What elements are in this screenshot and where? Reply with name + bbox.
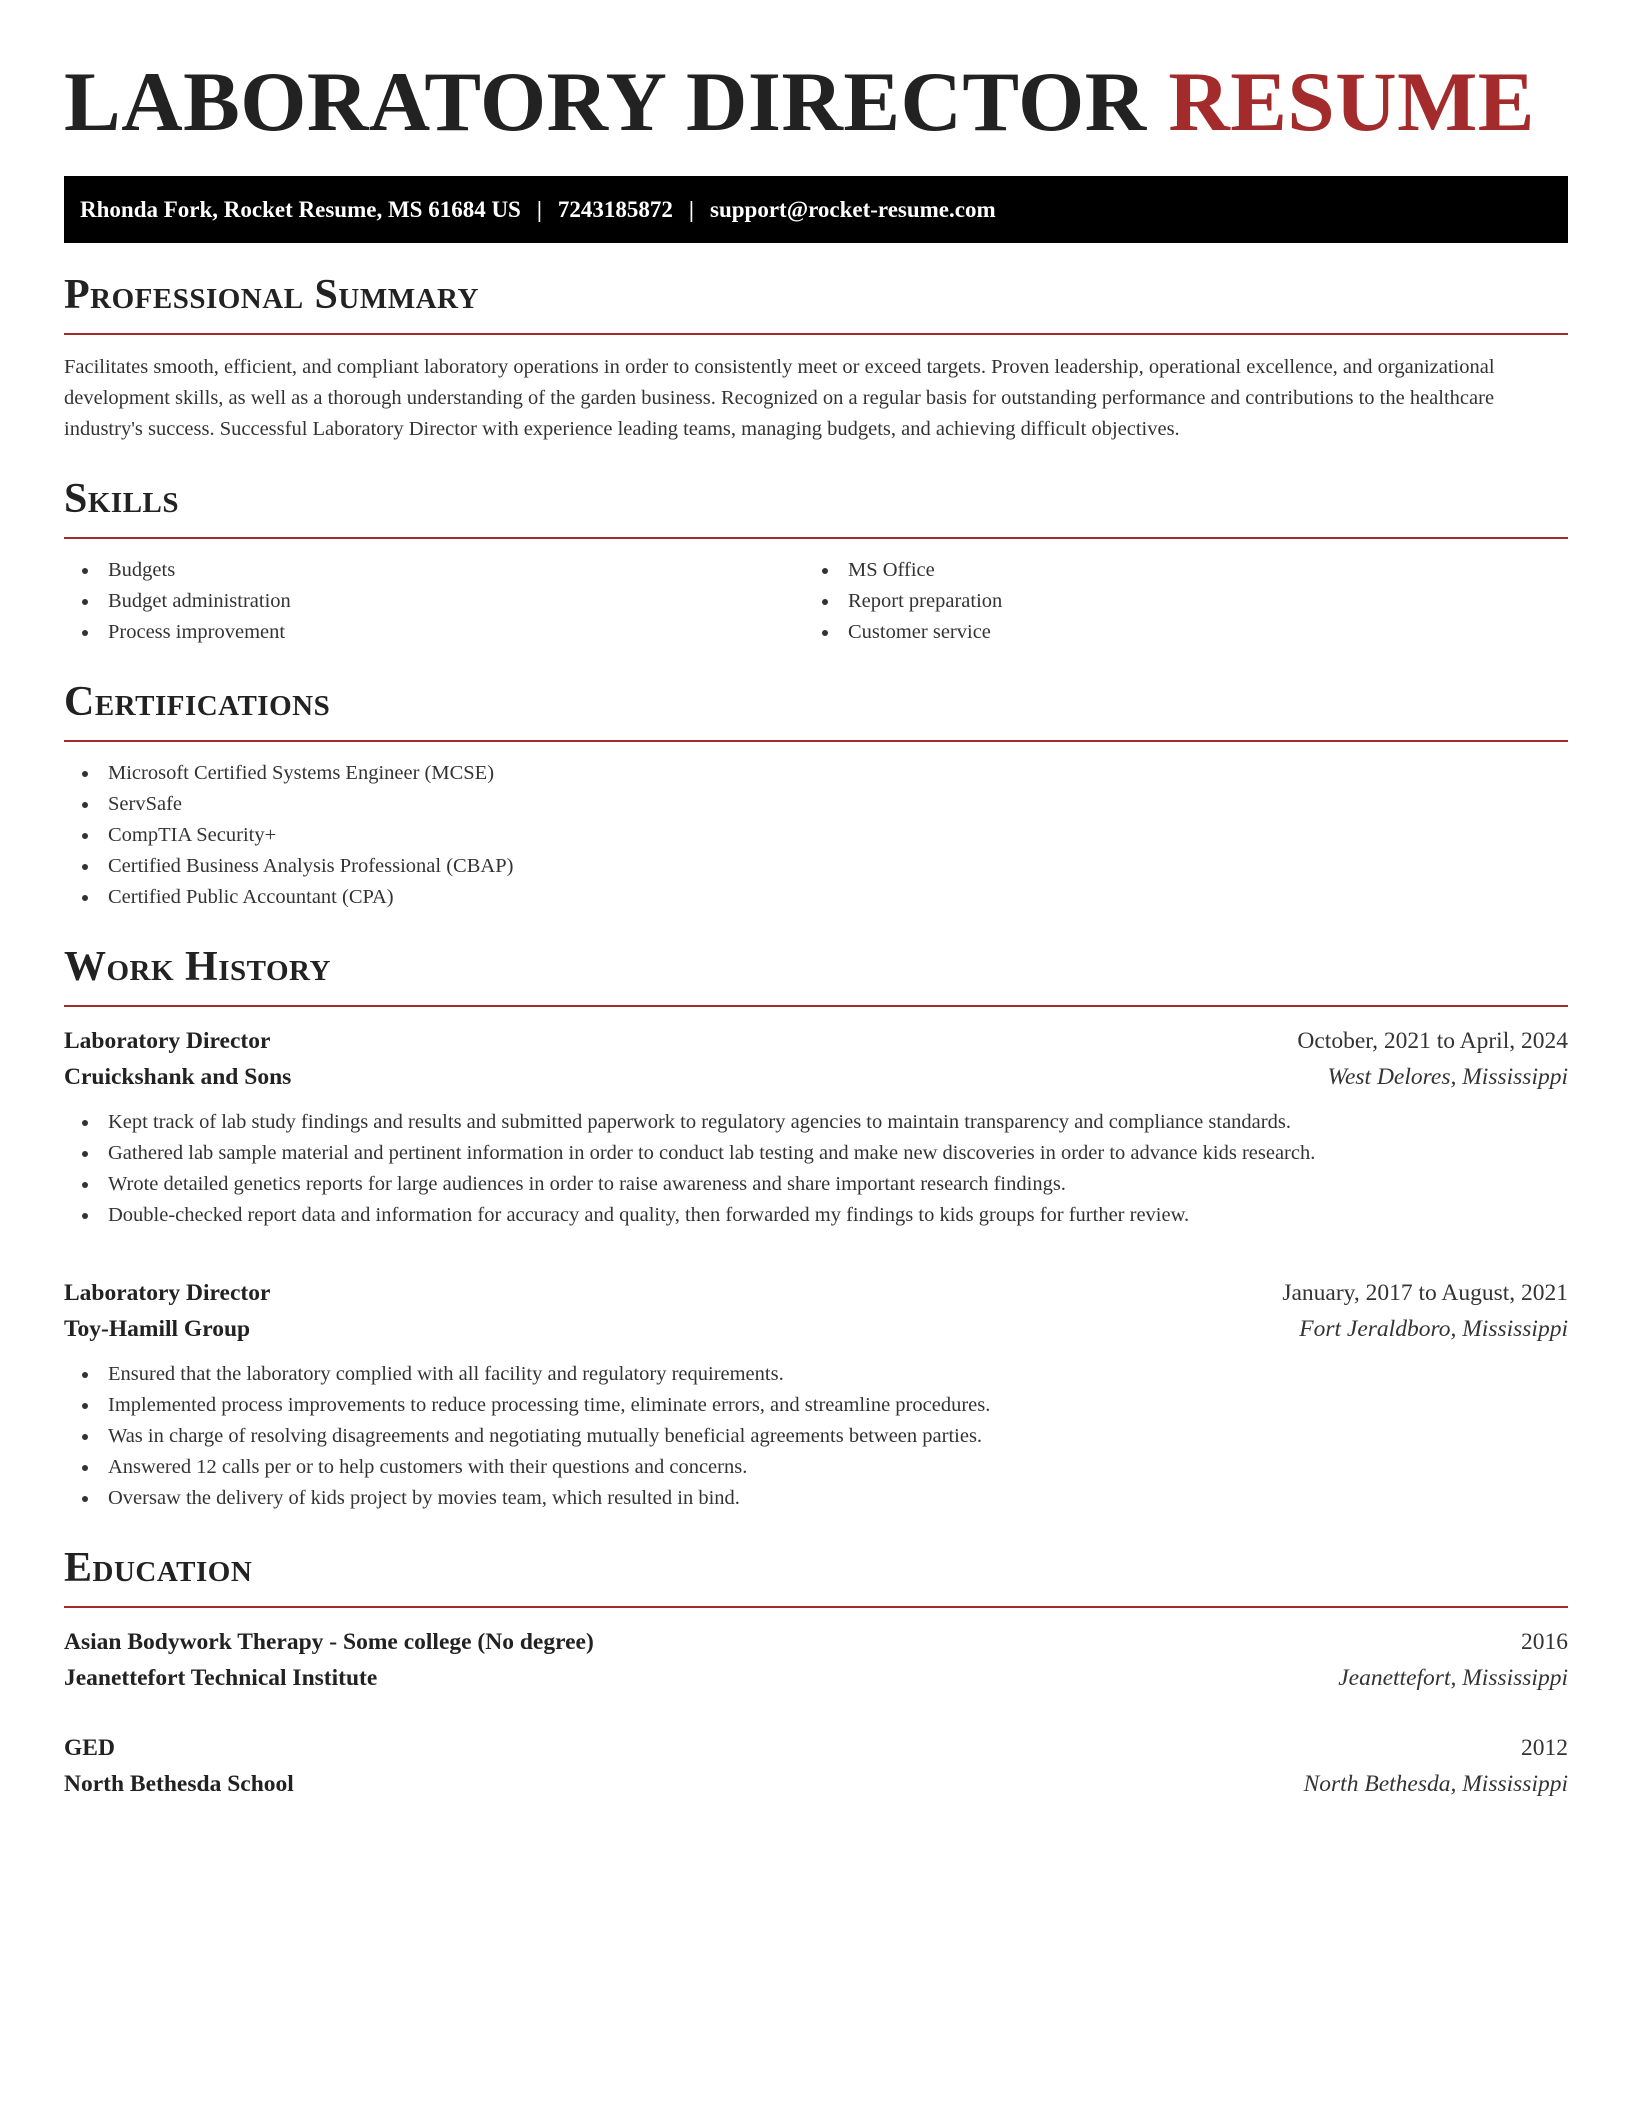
- education-entry: [64, 1624, 1568, 1696]
- job-dates: October, 2021 to April, 2024: [1297, 1028, 1568, 1054]
- skill-item: Report preparation: [804, 586, 1544, 617]
- job-duty-item: Kept track of lab study findings and results and submitted paperwork to regulatory agencies to maintain transparency and compliance standards.: [64, 1107, 1568, 1138]
- education-school-row: [64, 1660, 1568, 1696]
- contact-separator: |: [688, 196, 694, 222]
- skill-item: Customer service: [804, 617, 1544, 648]
- skill-item: Budgets: [64, 555, 804, 586]
- job-header-row: [64, 1275, 1568, 1311]
- job-duty-item: Oversaw the delivery of kids project by movies team, which resulted in bind.: [64, 1483, 1568, 1514]
- education-location: North Bethesda, Mississippi: [1303, 1771, 1568, 1797]
- job-duty-item: Gathered lab sample material and pertinent information in order to conduct lab testing and make new discoveries in order to advance kids research.: [64, 1138, 1568, 1169]
- job-title: Laboratory Director: [64, 1280, 271, 1306]
- job-entry: [64, 1023, 1568, 1231]
- education-school: Jeanettefort Technical Institute: [64, 1665, 378, 1691]
- job-duty-item: Was in charge of resolving disagreements and negotiating mutually beneficial agreements between parties.: [64, 1421, 1568, 1452]
- section-divider: [64, 1005, 1568, 1007]
- job-duty-item: Wrote detailed genetics reports for large audiences in order to raise awareness and share important research findings.: [64, 1169, 1568, 1200]
- job-duties-list: [64, 1107, 1568, 1231]
- education-location: Jeanettefort, Mississippi: [1338, 1665, 1568, 1691]
- job-location: Fort Jeraldboro, Mississippi: [1299, 1316, 1568, 1342]
- education-year: 2016: [1521, 1629, 1568, 1655]
- education-year: 2012: [1521, 1735, 1568, 1761]
- section-heading: Certifications: [64, 679, 331, 725]
- summary-text: Facilitates smooth, efficient, and compliant laboratory operations in order to consistently meet or exceed targets. Proven leadership, operational excellence, and organizational development skills, as well as a thorough understanding of the garden business. Recognized on a regular basis for outstanding performance and contributions to the healthcare industry's success. Successful Laboratory Director with experience leading teams, managing budgets, and achieving difficult objectives.: [64, 356, 1495, 440]
- resume-title: [64, 0, 1568, 152]
- job-title: Laboratory Director: [64, 1028, 271, 1054]
- job-entry: [64, 1275, 1568, 1514]
- skill-item: Budget administration: [64, 586, 804, 617]
- contact-email: support@rocket-resume.com: [710, 196, 996, 222]
- section-heading: Professional Summary: [64, 272, 479, 318]
- contact-phone: 7243185872: [557, 196, 673, 222]
- contact-separator: |: [536, 196, 542, 222]
- section-divider: [64, 740, 1568, 742]
- job-location: West Delores, Mississippi: [1327, 1064, 1568, 1090]
- job-duty-item: Answered 12 calls per or to help customers with their questions and concerns.: [64, 1452, 1568, 1483]
- section-heading: Work History: [64, 944, 331, 990]
- certification-item: Microsoft Certified Systems Engineer (MCSE): [64, 758, 1568, 789]
- job-duty-item: Implemented process improvements to reduce processing time, eliminate errors, and streamline procedures.: [64, 1390, 1568, 1421]
- skills-section: [64, 473, 1568, 648]
- job-company: Toy-Hamill Group: [64, 1316, 251, 1342]
- skill-item: MS Office: [804, 555, 1544, 586]
- contact-bar: [64, 176, 1568, 243]
- section-heading: Skills: [64, 476, 180, 522]
- job-duty-item: Ensured that the laboratory complied with all facility and regulatory requirements.: [64, 1359, 1568, 1390]
- job-duty-item: Double-checked report data and information for accuracy and quality, then forwarded my findings to kids groups for further review.: [64, 1200, 1568, 1231]
- work-history-section: [64, 941, 1568, 1514]
- job-company-row: [64, 1311, 1568, 1347]
- certification-item: CompTIA Security+: [64, 820, 1568, 851]
- education-degree: GED: [64, 1735, 115, 1761]
- education-school: North Bethesda School: [64, 1771, 294, 1797]
- education-school-row: [64, 1766, 1568, 1802]
- certifications-list: [64, 758, 1568, 913]
- section-divider: [64, 333, 1568, 335]
- education-degree-row: [64, 1624, 1568, 1660]
- contact-address: Rhonda Fork, Rocket Resume, MS 61684 US: [80, 196, 521, 222]
- job-header-row: [64, 1023, 1568, 1059]
- section-divider: [64, 537, 1568, 539]
- education-section: [64, 1542, 1568, 1802]
- job-duties-list: [64, 1359, 1568, 1514]
- job-dates: January, 2017 to August, 2021: [1282, 1280, 1568, 1306]
- title-accent: RESUME: [1168, 55, 1536, 149]
- education-degree-row: [64, 1730, 1568, 1766]
- skills-column-left: [64, 555, 804, 648]
- skill-item: Process improvement: [64, 617, 804, 648]
- job-company-row: [64, 1059, 1568, 1095]
- job-company: Cruickshank and Sons: [64, 1064, 292, 1090]
- education-entry: [64, 1730, 1568, 1802]
- title-main: LABORATORY DIRECTOR: [64, 55, 1169, 149]
- certifications-section: [64, 676, 1568, 913]
- skills-grid: [64, 555, 1568, 648]
- certification-item: Certified Public Accountant (CPA): [64, 882, 1568, 913]
- education-degree: Asian Bodywork Therapy - Some college (No degree): [64, 1629, 594, 1655]
- certification-item: Certified Business Analysis Professional (CBAP): [64, 851, 1568, 882]
- skills-column-right: [804, 555, 1544, 648]
- section-divider: [64, 1606, 1568, 1608]
- professional-summary-section: [64, 269, 1568, 445]
- section-heading: Education: [64, 1545, 253, 1591]
- certification-item: ServSafe: [64, 789, 1568, 820]
